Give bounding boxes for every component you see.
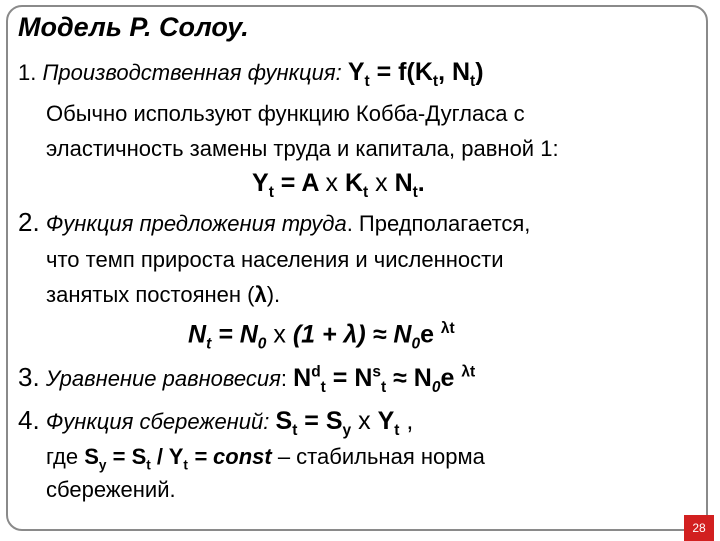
item-2-label: Функция предложения труда — [45, 211, 347, 236]
slide-title: Модель Р. Солоу. — [18, 12, 249, 42]
item-2-number: 2. — [18, 207, 40, 237]
equilibrium-formula: $N^d_t = N^s_t \approx N_0e$ $^{\lambda t}$ — [293, 363, 476, 396]
item-1-number: 1. — [18, 60, 37, 85]
item-4 — [18, 405, 413, 440]
savings-formula: $S_t = S_y$ x $Y_t$ , — [275, 407, 414, 439]
paragraph-4-line-2: сбережений. — [46, 477, 176, 502]
item-4-label: Функция сбережений: — [45, 409, 270, 434]
paragraph-2-line-2: занятых постоянен (λ). — [46, 282, 281, 307]
paragraph-1-line-1: Обычно используют функцию Кобба-Дугласа с — [46, 101, 525, 126]
item-3-label: Уравнение равновесия — [45, 366, 281, 391]
paragraph-4-line-1: где $S_y = S_t / Y_t$ = const – стабильная норма — [46, 444, 485, 473]
paragraph-2-line-1: что темп прироста населения и численности — [46, 247, 504, 272]
page-number-badge: 28 — [684, 515, 714, 541]
item-4-number: 4. — [18, 405, 40, 435]
cobb-douglas-formula: $Y_t = A$ x $K_t$ x $N_t$. — [252, 169, 425, 201]
labor-supply-formula: $N_t = N_0$ x $(1 + \lambda) \approx N_0e$ $^{\lambda t}$ — [188, 320, 455, 353]
item-3-number: 3. — [18, 362, 40, 392]
item-1-label: Производственная функция: — [42, 60, 342, 85]
item-2 — [18, 207, 530, 238]
item-2-rest: . Предполагается, — [346, 211, 531, 236]
paragraph-1-line-2: эластичность замены труда и капитала, равной 1: — [46, 136, 559, 161]
item-3: 3. Уравнение равновесия: $N^d_t = N^s_t \approx N_0e$ $^{\lambda t}$ — [18, 362, 476, 396]
production-function-formula: $Y_t = f(K_t$, $N_t$) — [347, 58, 484, 90]
item-1 — [18, 58, 484, 91]
